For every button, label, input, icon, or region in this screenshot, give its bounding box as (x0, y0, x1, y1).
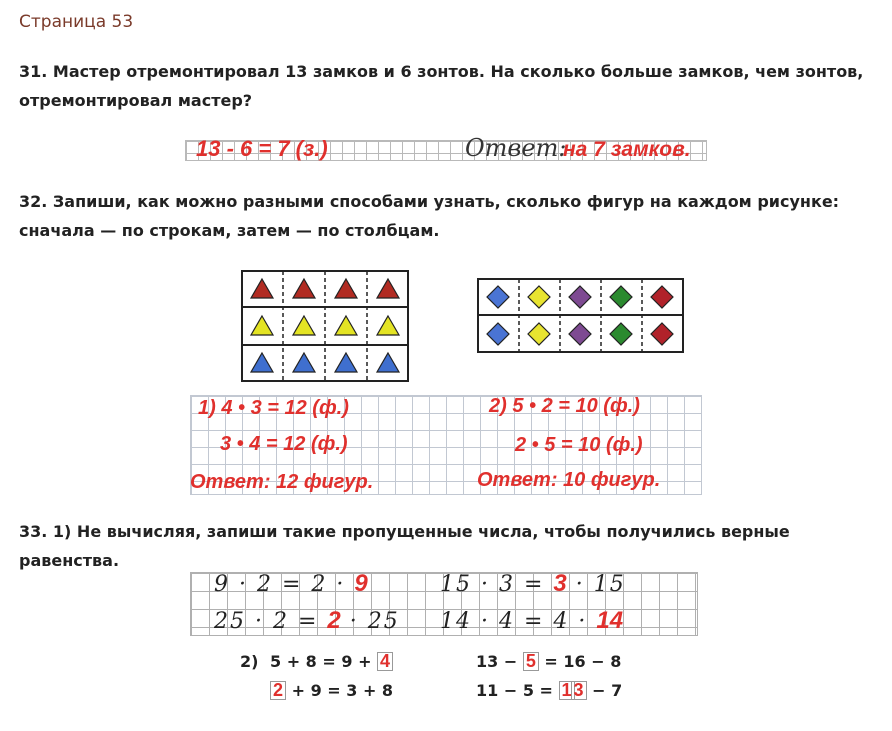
eq-row2-left: 25 · 2 = 2 · 25 (214, 607, 400, 634)
eq-row2-left-answer: 2 (327, 607, 341, 634)
eq-row1-left-answer: 9 (354, 570, 368, 597)
task-32-right-line2: 2 • 5 = 10 (ф.) (515, 434, 643, 456)
p2-eq2-answer: 2 (270, 681, 286, 700)
p2-eq2: 2 + 9 = 3 + 8 (270, 681, 393, 700)
p2-eq4: 11 − 5 = 1 3 − 7 (476, 680, 623, 700)
diamonds-figure (477, 278, 685, 354)
eq-row1-right-answer: 3 (553, 570, 567, 597)
task-31-solution: 13 - 6 = 7 (з.) (196, 136, 328, 161)
task-32-right-answer: Ответ: 10 фигур. (477, 469, 661, 491)
eq-row1-left: 9 · 2 = 2 · 9 (214, 570, 368, 597)
task-31-text: 31. Мастер отремонтировал 13 замков и 6 зонтов. На сколько больше замков, чем зонтов, отремонтировал мастер? (19, 62, 864, 110)
task-32-right-line1: 2) 5 • 2 = 10 (ф.) (489, 395, 640, 417)
p2-eq1: 5 + 8 = 9 + 4 (270, 652, 393, 671)
task-32-left-answer: Ответ: 12 фигур. (190, 471, 374, 493)
page-title: Страница 53 (19, 12, 134, 32)
eq-row1-right: 15 · 3 = 3 · 15 (440, 570, 626, 597)
eq-row2-right-answer: 14 (596, 607, 624, 634)
task-31-answer-word: Ответ: (465, 134, 567, 162)
p2-eq3: 13 − 5 = 16 − 8 (476, 651, 622, 671)
task-33-text: 33. 1) Не вычисляя, запиши такие пропущенные числа, чтобы получились верные равенства. (19, 522, 790, 570)
p2-eq3-answer: 5 (523, 652, 539, 671)
task-32-left-line1: 1) 4 • 3 = 12 (ф.) (198, 397, 349, 419)
task-31-answer: на 7 замков. (563, 138, 691, 161)
p2-eq1-answer: 4 (377, 652, 393, 671)
task-32-left-line2: 3 • 4 = 12 (ф.) (220, 433, 348, 455)
triangles-figure (241, 270, 409, 382)
p2-eq4-answer-1: 1 (559, 681, 575, 700)
task-32-text: 32. Запиши, как можно разными способами узнать, сколько фигур на каждом рисунке: сначала — по строкам, затем — по столбцам. (19, 192, 840, 240)
p2-eq4-answer-2: 3 (571, 681, 587, 700)
eq-row2-right: 14 · 4 = 4 · 14 (440, 607, 624, 634)
part2-label: 2) (240, 652, 259, 671)
